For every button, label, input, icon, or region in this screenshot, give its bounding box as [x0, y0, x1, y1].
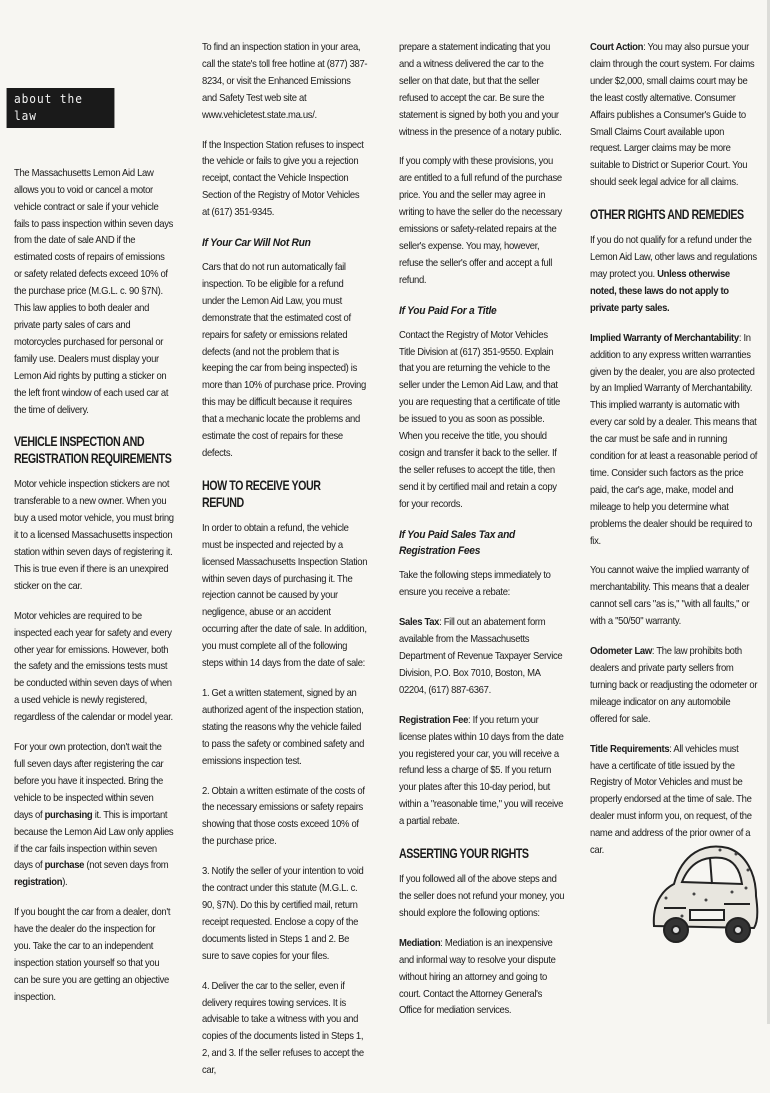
refund-step-2: 2. Obtain a written estimate of the costs of the necessary emissions or safety repairs showing that those costs exceed 10% of the purchase price.	[202, 785, 365, 848]
inspection-para-3	[14, 740, 174, 892]
full-refund-para: If you comply with these provisions, you are entitled to a full refund of the purchase price. You and the seller may agree in writing to have the seller do the necessary emissions or safety-related repairs at the seller's expense. You may, however, refuse the seller's offer and accept a full refund.	[399, 156, 562, 286]
refund-step-1: 1. Get a written statement, signed by an authorized agent of the inspection station, stating the reasons why the vehicle failed to pass the safety or combined safety and emissions inspection test.	[202, 688, 365, 767]
registration-fee-label: Registration Fee	[399, 714, 469, 726]
refund-steps	[202, 686, 368, 1080]
car-will-not-run-subheading: If Your Car Will Not Run	[202, 237, 311, 250]
implied-warranty-label: Implied Warranty of Merchantability	[590, 332, 739, 344]
column-4	[590, 40, 757, 873]
other-rights-heading: OTHER RIGHTS AND REMEDIES	[590, 206, 744, 223]
odometer-para	[590, 644, 757, 729]
court-action-label: Court Action	[590, 42, 644, 53]
registration-fee-text: : If you return your license plates within 10 days from the date you registered your car, you will receive a refund less a charge of $5. If you return your plates after this 10-day period, but within a "reasonable time," you will receive a partial rebate.	[399, 714, 564, 828]
inspection-para-1: Motor vehicle inspection stickers are not transferable to a new owner. When you buy a used motor vehicle, you must bring it to a licensed Massachusetts inspection station within seven days of registering it. This is true even if there is an unexpired sticker on the car.	[14, 479, 174, 592]
waiver-para: You cannot waive the implied warranty of merchantability. This means that a dealer cannot sell cars "as is," "with all faults," or with a "50/50" warranty.	[590, 565, 750, 628]
sales-tax-subheading: If You Paid Sales Tax and Registration Fees	[399, 528, 516, 558]
emphasis-registration: registration	[14, 877, 63, 889]
implied-warranty-para	[590, 331, 757, 551]
lemon-aid-intro: The Massachusetts Lemon Aid Law allows you to void or cancel a motor vehicle contract or sale if your vehicle fails to pass inspection within seven days from the date of sale AND if the estimated costs of repairs of emissions or safety related defects exceed 10% of the purchase price (M.G.L. c. 90 §7N). This law applies to both dealer and private party sales of cars and motorcycles purchased for personal or family use. Dealers must display your Lemon Aid rights by putting a sticker on the left front window of each used car at the time of delivery.	[14, 167, 174, 416]
lemon-car-illustration	[646, 830, 764, 950]
sales-tax-label: Sales Tax	[399, 617, 440, 629]
paid-title-subheading: If You Paid For a Title	[399, 304, 497, 317]
inspection-para-4: If you bought the car from a dealer, don't have the dealer do the inspection for you. Take the car to an independent inspection station yourself so that you can be sure you are getting an objective inspection.	[14, 907, 171, 1003]
asserting-rights-para: If you followed all of the above steps and the seller does not refund your money, you should explore the following options:	[399, 874, 565, 919]
witness-para: prepare a statement indicating that you and a witness delivered the car to the seller on that date, but that the seller refused to accept the car. Be sure the statement is signed by both you and your witness in the presence of a notary public.	[399, 42, 562, 138]
mediation-label: Mediation	[399, 937, 441, 949]
car-will-not-run-para: Cars that do not run automatically fail inspection. To be eligible for a refund under the Lemon Aid Law, you must demonstrate that the estimated cost of repairs for safety or emissions related defects (and not the problem that is keeping the car from being inspected) is more than 10% of purchase price. Proving this may be difficult because it requires that a mechanic locate the problems and estimate the cost of repairs for these defects.	[202, 261, 366, 459]
emphasis-purchasing: purchasing	[44, 809, 93, 821]
rebate-intro: Take the following steps immediately to ensure you receive a rebate:	[399, 570, 551, 599]
court-action-para	[590, 40, 757, 192]
mediation-text: : Mediation is an inexpensive and informal way to resolve your dispute without hiring an attorney and going to court. Contact the Attorney General's Office for mediation services.	[399, 937, 556, 1017]
refund-heading: HOW TO RECEIVE YOUR REFUND	[202, 476, 321, 510]
paid-title-para: Contact the Registry of Motor Vehicles Title Division at (617) 351-9550. Explain that you are returning the vehicle to the seller under the Lemon Aid Law, and that you are requesting that a certificate of title be issued to you as soon as possible. When you receive the title, you should cosign and transfer it back to the seller. If the seller refuses to accept the title, then send it by certified mail and retain a copy for your records.	[399, 329, 560, 510]
text-run: (not seven days from	[84, 860, 169, 872]
emphasis-purchase: purchase	[44, 860, 85, 872]
refund-step-3: 3. Notify the seller of your intention to void the contract under this statute (M.G.L. c. 90, §7N). Do this by certified mail, return receipt requested. Enclose a copy of the documents listed in Steps 1 and 2. Be sure to save copies for your files.	[202, 866, 364, 962]
refusal-para: If the Inspection Station refuses to inspect the vehicle or fails to give you a rejection receipt, contact the Vehicle Inspection Section of the Registry of Motor Vehicles at (617) 351-9345.	[202, 139, 364, 219]
text-run: If you do not qualify for a refund under the Lemon Aid Law, other laws and regulations may protect you.	[590, 235, 757, 280]
other-laws-para	[590, 233, 757, 318]
hotline-para: To find an inspection station in your area, call the state's toll free hotline at (877) 387-8234, or visit the Enhanced Emissions and Safety Test web site at www.vehicletest.state.ma.us/.	[202, 42, 368, 121]
text-run: For your own protection, don't wait the full seven days after registering the car before you have it inspected. Bring the vehicle to be inspected within seven days of	[14, 742, 164, 821]
about-the-law-banner: about the law	[7, 88, 115, 128]
registration-fee-para	[399, 713, 565, 831]
court-action-text: : You may also pursue your claim through the court system. For claims under $2,000, small claims court may be the least costly alternative. Consumer Affairs publishes a Consumer's Guide to Small Claims Court available upon request. Larger claims may be more suitable to District or Superior Court. You should seek legal advice for all claims.	[590, 42, 755, 189]
inspection-heading: VEHICLE INSPECTION AND REGISTRATION REQUIREMENTS	[14, 433, 172, 467]
title-requirements-text: : All vehicles must have a certificate of title issued by the Registry of Motor Vehicles and must be properly endorsed at the time of sale. The dealer must inform you, on request, of the name and address of the prior owner of a car.	[590, 743, 752, 857]
column-3	[399, 40, 565, 1033]
title-requirements-label: Title Requirements	[590, 743, 670, 755]
odometer-label: Odometer Law	[590, 646, 652, 658]
mediation-para	[399, 936, 565, 1021]
asserting-rights-heading: ASSERTING YOUR RIGHTS	[399, 845, 529, 862]
odometer-text: : The law prohibits both dealers and private party sellers from turning back or readjusting the odometer or mileage indicator on any automobile offered for sale.	[590, 646, 758, 725]
text-run: it. This is important because the Lemon Aid Law only applies if the car fails inspection within seven days of	[14, 809, 174, 872]
private-party-note: Unless otherwise noted, these laws do not apply to private party sales.	[590, 268, 730, 314]
refund-step-4: 4. Deliver the car to the seller, even if delivery requires towing services. It is advisable to take a witness with you and copies of the documents listed in Steps 1, 2, and 3. If the seller refuses to accept the car,	[202, 980, 364, 1077]
text-run: ).	[62, 877, 68, 889]
sales-tax-text: : Fill out an abatement form available from the Massachusetts Department of Revenue Taxpayer Service Division, P.O. Box 7010, Boston, MA 02204, (617) 887-6367.	[399, 617, 563, 696]
sales-tax-para	[399, 615, 565, 700]
implied-warranty-text: : In addition to any express written warranties given by the dealer, you are also protected by an Implied Warranty of Merchantability. This implied warranty is automatic with every car sold by a dealer. This means that the car must be safe and in running condition for at least a reasonable period of time. Consider such factors as the price paid, the car's age, make, model and mileage to help you determine what problems the dealer should be required to fix.	[590, 332, 758, 547]
column-2	[202, 40, 368, 1093]
inspection-para-2: Motor vehicles are required to be inspected each year for safety and every other year for emissions. However, both the safety and the emissions tests must be conducted within seven days of when a used vehicle is newly registered, regardless of the calendar or model year.	[14, 610, 173, 724]
column-1	[14, 88, 174, 1020]
refund-intro: In order to obtain a refund, the vehicle must be inspected and rejected by a licensed Massachusetts Inspection Station within seven days of purchasing it. The rejection cannot be caused by your negligence, abuse or an accident occurring after the date of sale. In addition, you must complete all of the following steps within 14 days from the date of sale:	[202, 522, 368, 670]
